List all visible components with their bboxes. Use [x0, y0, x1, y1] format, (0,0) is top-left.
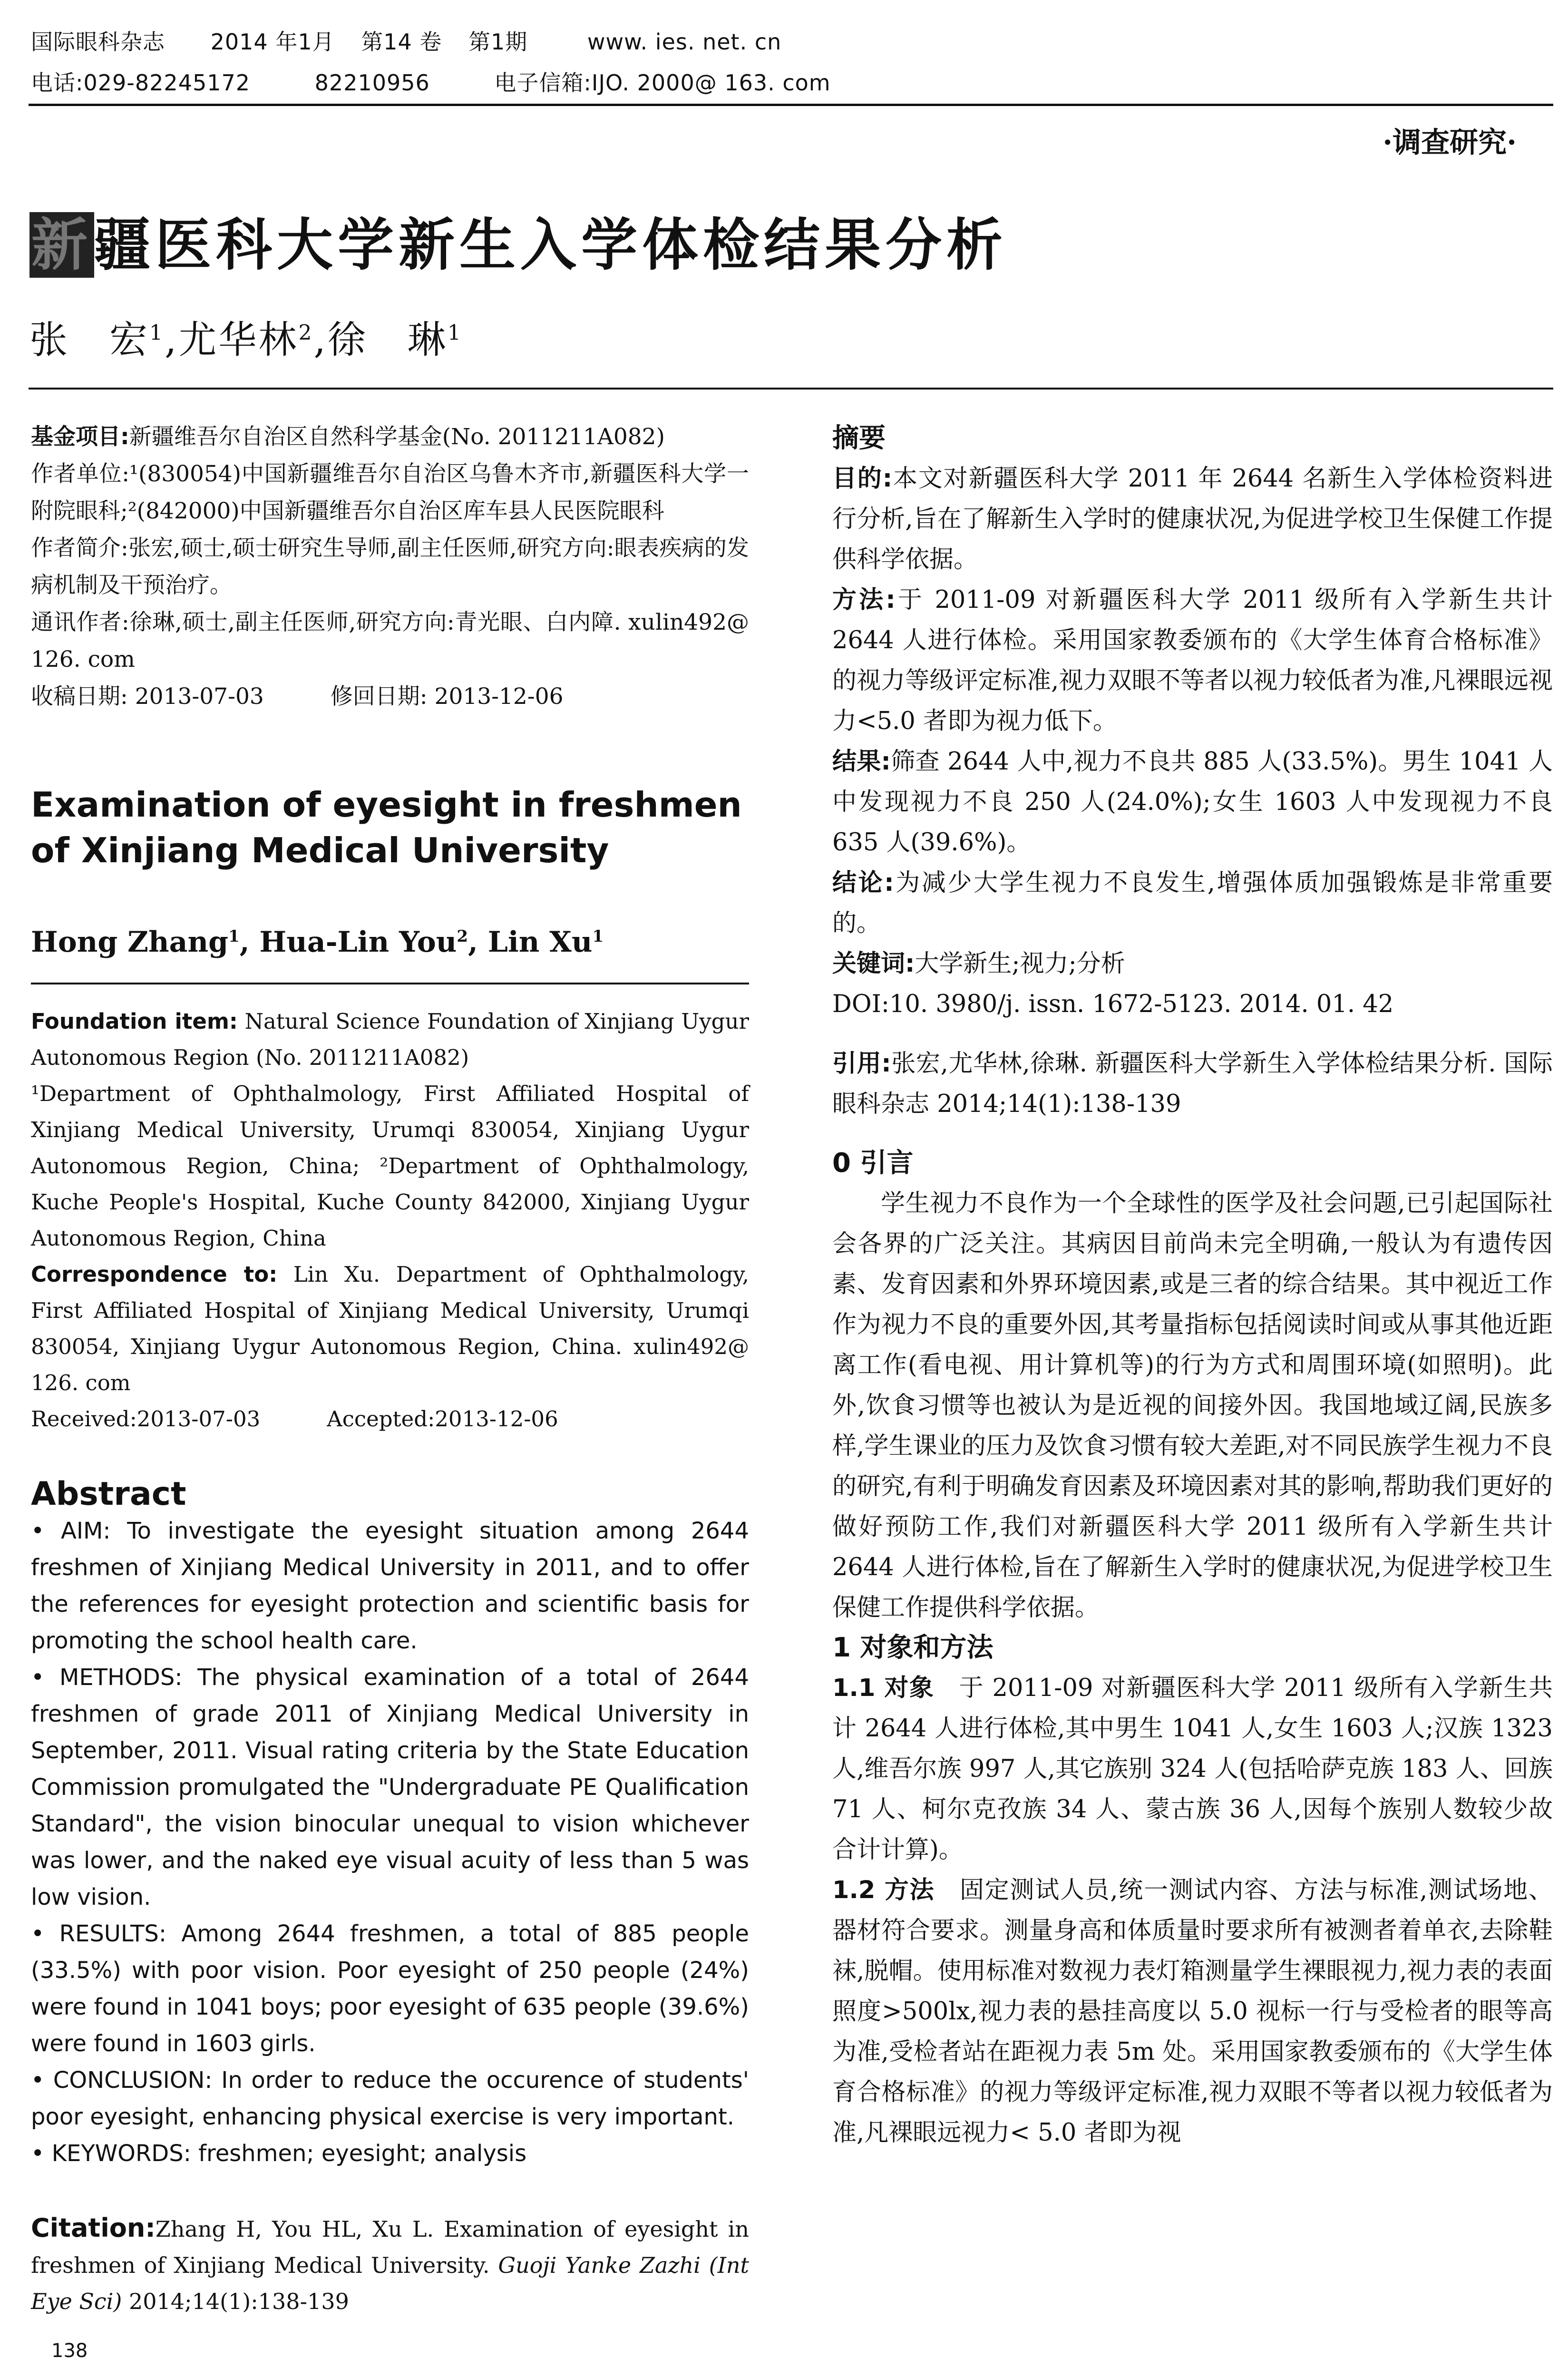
author-2: ,尤华林 [165, 318, 299, 362]
doi[interactable]: DOI:10. 3980/j. issn. 1672-5123. 2014. 01. 42 [832, 990, 1394, 1018]
abstract-zh-conclusion-text: 为减少大学生视力不良发生,增强体质加强锻炼是非常重要的。 [832, 869, 1553, 937]
abstract-zh-methods-text: 于 2011-09 对新疆医科大学 2011 级所有入学新生共计 2644 人进行体检。采用国家教委颁布的《大学生体育合格标准》的视力等级评定标准,视力双眼不等者以视力较低者为准,凡裸眼远视力<5.0 者即为视力低下。 [832, 586, 1553, 735]
section-1-1-label: 1.1 对象 [832, 1674, 935, 1702]
author-2-sup: 2 [298, 321, 314, 345]
revised-zh: 修回日期: 2013-12-06 [330, 683, 564, 710]
abstract-zh-methods-label: 方法: [832, 586, 896, 614]
author-en-3-sup: 1 [592, 927, 604, 946]
section-1-heading: 1 对象和方法 [832, 1632, 993, 1663]
dates-en [31, 1401, 749, 1437]
abstract-zh-conclusion [832, 863, 1553, 944]
abstract-zh-aim-label: 目的: [832, 465, 893, 493]
issue: 第1期 [468, 29, 528, 55]
correspondence-zh-label: 通讯作者: [31, 609, 129, 635]
section-tag: ·调查研究· [1383, 126, 1517, 159]
foundation-en-text: Natural Science Foundation of Xinjiang Uygur Autonomous Region (No. 2011211A082) [31, 1009, 749, 1070]
journal-name: 国际眼科杂志 [31, 29, 165, 55]
section-1-1 [832, 1668, 1553, 1870]
abstract-zh-methods [832, 580, 1553, 741]
section-1-1-text: 于 2011-09 对新疆医科大学 2011 级所有入学新生共计 2644 人进行体检,其中男生 1041 人,女生 1603 人;汉族 1323 人,维吾尔族 997 人,其它族别 324 人(包括哈萨克族 183 人、回族 71 人、柯尔克孜族 34 人、蒙古族 36 人,因每个族别人数较少故合计计算)。 [832, 1674, 1553, 1864]
intro-heading: 0 引言 [832, 1148, 914, 1179]
affiliation-en: ¹Department of Ophthalmology, First Affiliated Hospital of Xinjiang Medical University, Urumqi 830054, Xinjiang Uygur Autonomous Region, China; ²Department of Ophthalmology, Kuche People's Hospital, Kuche County 842000, Xinjiang Uygur Autonomous Region, China [31, 1081, 749, 1251]
affiliation-zh-text: ¹(830054)中国新疆维吾尔自治区乌鲁木齐市,新疆医科大学一附院眼科;²(842000)中国新疆维吾尔自治区库车县人民医院眼科 [31, 461, 749, 524]
affiliation-zh [31, 456, 749, 530]
journal-header-line1 [31, 25, 781, 56]
abstract-zh-heading: 摘要 [832, 423, 886, 454]
received-en: Received:2013-07-03 [31, 1406, 261, 1432]
bio-zh-label: 作者简介: [31, 535, 128, 561]
abstract-zh-keywords-text: 大学新生;视力;分析 [915, 950, 1125, 978]
authors-zh [29, 309, 463, 364]
abstract-zh-results-label: 结果: [832, 748, 891, 776]
dates-zh [31, 678, 749, 715]
abstract-zh-results [832, 741, 1553, 863]
citation-zh-text: 张宏,尤华林,徐琳. 新疆医科大学新生入学体检结果分析. 国际眼科杂志 2014;14(1):138-139 [832, 1050, 1553, 1118]
author-en-2: , Hua-Lin You [239, 925, 457, 959]
right-column [832, 419, 1553, 2153]
title-first-char: 新 [29, 212, 94, 278]
journal-header-line2 [31, 66, 831, 97]
citation-en-journal: Guoji Yanke Zazhi (Int Eye Sci) [31, 2252, 749, 2314]
spacer-2 [832, 1124, 1553, 1143]
abstract-en-conclusion: • CONCLUSION: In order to reduce the occurence of students' poor eyesight, enhancing physical exercise is very important. [31, 2067, 749, 2130]
section-1-2 [832, 1870, 1553, 2153]
citation-en [31, 2210, 749, 2319]
abstract-zh-results-text: 筛查 2644 人中,视力不良共 885 人(33.5%)。男生 1041 人中发现视力不良 250 人(24.0%);女生 1603 人中发现视力不良 635 人(39.6%)。 [832, 748, 1553, 857]
citation-en-text-a: Zhang H, You HL, Xu L. Examination of eyesight in freshmen of Xinjiang Medical University. [31, 2216, 749, 2278]
email[interactable]: 电子信箱:IJO. 2000@ 163. com [494, 70, 831, 96]
title-divider [29, 388, 1553, 390]
abstract-en-keywords: • KEYWORDS: freshmen; eyesight; analysis [31, 2140, 527, 2167]
author-en-3: , Lin Xu [468, 925, 593, 959]
abstract-en-heading: Abstract [31, 1475, 186, 1513]
correspondence-en [31, 1257, 749, 1401]
citation-zh-label: 引用: [832, 1050, 891, 1078]
left-column [31, 419, 749, 2319]
website[interactable]: www. ies. net. cn [587, 29, 782, 55]
section-1-2-text: 固定测试人员,统一测试内容、方法与标准,测试场地、器材符合要求。测量身高和体质量时要求所有被测者着单衣,去除鞋袜,脱帽。使用标准对数视力表灯箱测量学生裸眼视力,视力表的表面照度>500lx,视力表的悬挂高度以 5.0 视标一行与受检者的眼等高为准,受检者站在距视力表 5m 处。采用国家教委颁布的《大学生体育合格标准》的视力等级评定标准,视力双眼不等者以视力较低者为准,凡裸眼远视力< 5.0 者即为视 [832, 1876, 1553, 2147]
phone-2: 82210956 [314, 70, 430, 96]
correspondence-en-label: Correspondence to: [31, 1262, 278, 1287]
spacer [832, 1024, 1553, 1043]
english-divider [31, 983, 749, 984]
received-zh: 收稿日期: 2013-07-03 [31, 683, 264, 710]
abstract-en-results: • RESULTS: Among 2644 freshmen, a total of 885 people (33.5%) with poor vision. Poor eyesight of 250 people (24%) were found in 1041 boys; poor eyesight of 635 people (39.6%) were found in 1603 girls. [31, 1920, 749, 2057]
english-title: Examination of eyesight in freshmen of Xinjiang Medical University [31, 785, 742, 870]
issue-date: 2014 年1月 [210, 29, 335, 55]
volume: 第14 卷 [361, 29, 442, 55]
abstract-en-methods: • METHODS: The physical examination of a total of 2644 freshmen of grade 2011 of Xinjiang Medical University in September, 2011. Visual rating criteria by the State Education Commission promulgated the "Undergraduate PE Qualification Standard", the vision binocular unequal to vision whichever was lower, and the naked eye visual acuity of less than 5 was low vision. [31, 1664, 749, 1910]
page-number: 138 [51, 2340, 88, 2362]
citation-en-text-b: 2014;14(1):138-139 [122, 2289, 349, 2314]
citation-en-label: Citation: [31, 2213, 156, 2243]
title-rest: 疆医科大学新生入学体检结果分析 [94, 212, 1008, 278]
bio-zh [31, 530, 749, 604]
bio-zh-text: 张宏,硕士,硕士研究生导师,副主任医师,研究方向:眼表疾病的发病机制及干预治疗。 [31, 535, 750, 598]
author-3-sup: 1 [447, 321, 463, 345]
abstract-zh-aim-text: 本文对新疆医科大学 2011 年 2644 名新生入学体检资料进行分析,旨在了解新生入学时的健康状况,为促进学校卫生保健工作提供科学依据。 [832, 465, 1553, 574]
section-1-2-label: 1.2 方法 [832, 1876, 935, 1904]
citation-zh [832, 1043, 1553, 1124]
author-en-2-sup: 2 [457, 927, 468, 946]
foundation-en-label: Foundation item: [31, 1009, 238, 1034]
author-1: 张 宏 [29, 318, 149, 362]
foundation-zh [31, 419, 749, 456]
abstract-zh-aim [832, 458, 1553, 580]
author-1-sup: 1 [149, 321, 165, 345]
author-3: ,徐 琳 [313, 318, 448, 362]
accepted-en: Accepted:2013-12-06 [327, 1406, 558, 1432]
abstract-en-aim: • AIM: To investigate the eyesight situation among 2644 freshmen of Xinjiang Medical University in 2011, and to offer the references for eyesight protection and scientific basis for promoting the school health care. [31, 1518, 749, 1654]
correspondence-zh-text: 徐琳,硕士,副主任医师,研究方向:青光眼、白内障. xulin492@ 126. com [31, 609, 749, 672]
correspondence-en-text: Lin Xu. Department of Ophthalmology, First Affiliated Hospital of Xinjiang Medical University, Urumqi 830054, Xinjiang Uygur Autonomous Region, China. xulin492@ 126. com [31, 1262, 749, 1395]
authors-en [31, 925, 749, 959]
foundation-en [31, 1003, 749, 1076]
foundation-zh-text: 新疆维吾尔自治区自然科学基金(No. 2011211A082) [129, 424, 665, 450]
abstract-zh-conclusion-label: 结论: [832, 869, 894, 897]
header-divider [29, 104, 1553, 106]
correspondence-zh [31, 604, 749, 678]
abstract-zh-keywords-label: 关键词: [832, 950, 915, 978]
foundation-zh-label: 基金项目: [31, 424, 129, 450]
intro-paragraph: 学生视力不良作为一个全球性的医学及社会问题,已引起国际社会各界的广泛关注。其病因目前尚未完全明确,一般认为有遗传因素、发育因素和外界环境因素,或是三者的综合结果。其中视近工作作为视力不良的重要外因,其考量指标包括阅读时间或从事其他近距离工作(看电视、用计算机等)的行为方式和周围环境(如照明)。此外,饮食习惯等也被认为是近视的间接外因。我国地域辽阔,民族多样,学生课业的压力及饮食习惯有较大差距,对不同民族学生视力不良的研究,有利于明确发育因素及环境因素对其的影响,帮助我们更好的做好预防工作,我们对新疆医科大学 2011 级所有入学新生共计 2644 人进行体检,旨在了解新生入学时的健康状况,为促进学校卫生保健工作提供科学依据。 [832, 1189, 1553, 1622]
abstract-zh-keywords [832, 944, 1553, 984]
article-title [29, 200, 1007, 281]
author-en-1-sup: 1 [228, 927, 240, 946]
affiliation-zh-label: 作者单位: [31, 461, 130, 487]
author-en-1: Hong Zhang [31, 925, 229, 959]
phone: 电话:029-82245172 [31, 70, 251, 96]
